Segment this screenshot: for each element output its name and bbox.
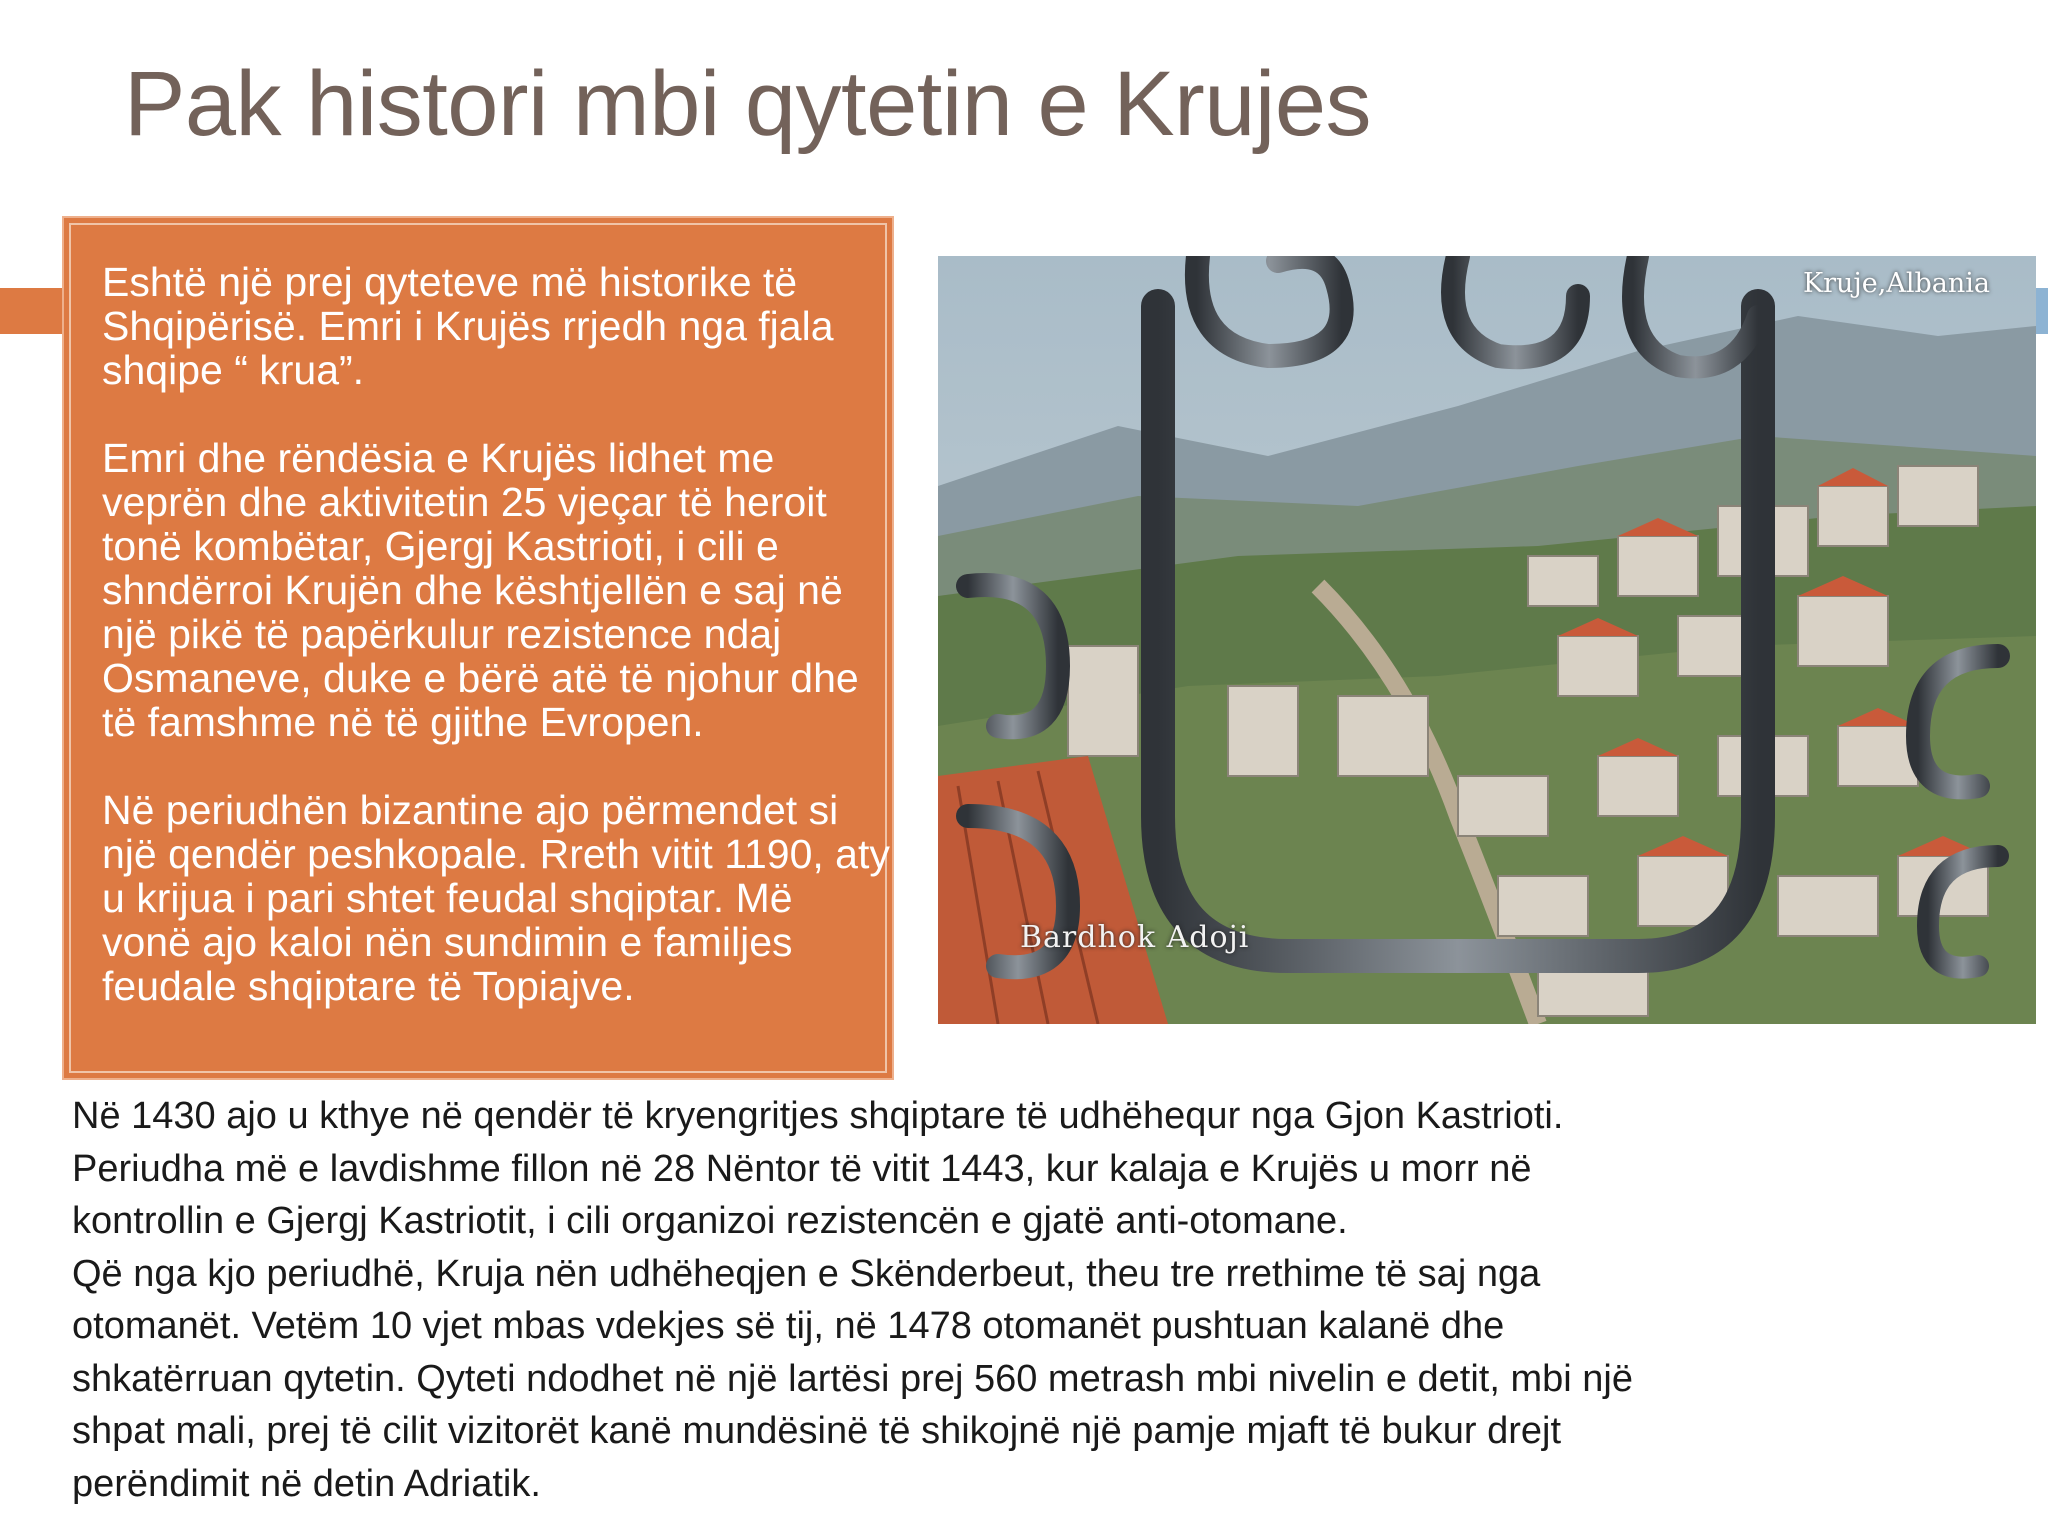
body-line: shkatërruan qytetin. Qyteti ndodhet në një lartësi prej 560 metrash mbi nivelin e detit, mbi një	[72, 1357, 1633, 1400]
box-paragraph: Në periudhën bizantine ajo përmendet si një qendër peshkopale. Rreth vitit 1190, aty u krijua i pari shtet feudal shqiptar. Më vonë ajo kaloi nën sundimin e familjes feudale shqiptare të Topiajve.	[102, 787, 890, 1009]
photo-credit: Bardhok Adoji	[1020, 920, 1250, 955]
body-line: kontrollin e Gjergj Kastriotit, i cili organizoi rezistencën e gjatë anti-otomane.	[72, 1200, 1348, 1242]
body-line: shpat mali, prej të cilit vizitorët kanë mundësinë të shikojnë një pamje mjaft të bukur drejt	[72, 1410, 1562, 1452]
kruje-photo-illustration	[938, 256, 2036, 1024]
body-text	[72, 1090, 2032, 1510]
text-box	[62, 216, 894, 1080]
accent-bar-left	[0, 288, 66, 334]
body-line: perëndimit në detin Adriatik.	[72, 1462, 541, 1505]
body-line: otomanët. Vetëm 10 vjet mbas vdekjes së tij, në 1478 otomanët pushtuan kalanë dhe	[72, 1305, 1505, 1347]
slide-title: Pak histori mbi qytetin e Krujes	[124, 53, 1371, 155]
body-line: Periudha më e lavdishme fillon në 28 Nëntor të vitit 1443, kur kalaja e Krujës u morr në	[72, 1147, 1532, 1190]
kruje-photo	[938, 256, 2036, 1024]
photo-caption: Kruje,Albania	[1802, 268, 1990, 299]
box-paragraph: Eshtë një prej qyteteve më historike të Shqipërisë. Emri i Krujës rrjedh nga fjala shqipe “ krua”.	[102, 259, 834, 393]
body-line: Në 1430 ajo u kthye në qendër të kryengritjes shqiptare të udhëhequr nga Gjon Kastrioti.	[72, 1095, 1564, 1137]
body-line: Që nga kjo periudhë, Kruja nën udhëheqjen e Skënderbeut, theu tre rrethime të saj nga	[72, 1252, 1541, 1295]
box-paragraph: Emri dhe rëndësia e Krujës lidhet me veprën dhe aktivitetin 25 vjeçar të heroit tonë kombëtar, Gjergj Kastrioti, i cili e shndërroi Krujën dhe kështjellën e saj në një pikë të papërkulur rezistence ndaj Osmaneve, duke e bërë atë të njohur dhe të famshme në të gjithe Evropen.	[102, 435, 859, 745]
text-box-content	[102, 260, 892, 1052]
